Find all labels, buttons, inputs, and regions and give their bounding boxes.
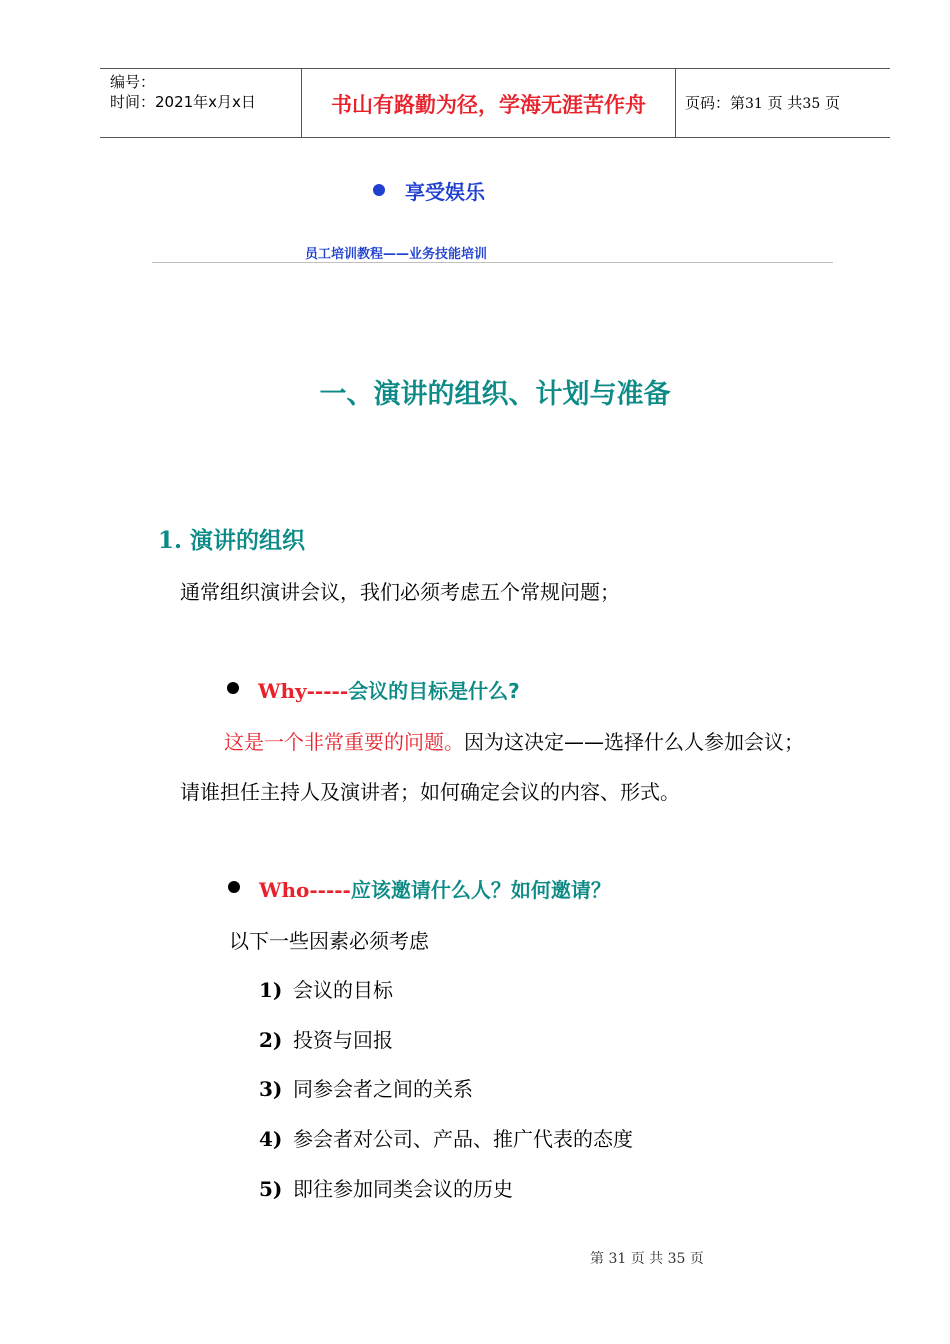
page-footer: 第 31 页 共 35 页 [590, 1251, 704, 1267]
document-number-label: 编号： [110, 73, 156, 91]
header-page-current: 31 [745, 96, 763, 112]
bullet-icon [227, 682, 239, 694]
section-number: 1. [158, 527, 183, 554]
why-question: Why-----会议的目标是什么? [258, 679, 520, 703]
who-keyword: Who [259, 878, 310, 902]
who-intro: 以下一些因素必须考虑 [229, 929, 429, 953]
header-page-total: 35 [802, 96, 821, 112]
running-subheader: 员工培训教程——业务技能培训 [305, 247, 488, 262]
section-title [158, 522, 305, 555]
document-date: 时间：2021年x月x日 [110, 93, 256, 111]
why-paragraph-line-2: 请谁担任主持人及演讲者；如何确定会议的内容、形式。 [180, 780, 680, 804]
list-item: 5) 即往参加同类会议的历史 [259, 1177, 513, 1201]
header-page-info: 页码：第31 页 共35 页 [685, 94, 841, 112]
intro-paragraph: 通常组织演讲会议，我们必须考虑五个常规问题； [180, 580, 620, 604]
why-emphasis: 这是一个非常重要的问题。 [224, 730, 464, 754]
why-paragraph-line-1: 这是一个非常重要的问题。因为这决定——选择什么人参加会议； [224, 730, 804, 754]
section-title-text: 演讲的组织 [190, 528, 306, 554]
list-item: 4) 参会者对公司、产品、推广代表的态度 [259, 1127, 633, 1151]
document-header [100, 68, 890, 138]
list-item: 1) 会议的目标 [259, 978, 393, 1002]
who-question: Who-----应该邀请什么人？如何邀请？ [259, 878, 611, 902]
why-keyword: Why [258, 679, 307, 703]
main-title: 一、演讲的组织、计划与准备 [319, 379, 671, 410]
bullet-icon [373, 184, 385, 196]
top-item: 享受娱乐 [405, 180, 485, 204]
subheader-rule [152, 262, 833, 263]
list-item: 3) 同参会者之间的关系 [259, 1077, 473, 1101]
bullet-icon [228, 881, 240, 893]
who-question-text: 应该邀请什么人？如何邀请？ [350, 878, 611, 902]
header-divider [675, 69, 676, 137]
why-question-text: 会议的目标是什么? [348, 679, 520, 703]
header-meta [110, 72, 256, 112]
header-motto: 书山有路勤为径，学海无涯苦作舟 [331, 93, 646, 117]
list-item: 2) 投资与回报 [259, 1028, 393, 1052]
